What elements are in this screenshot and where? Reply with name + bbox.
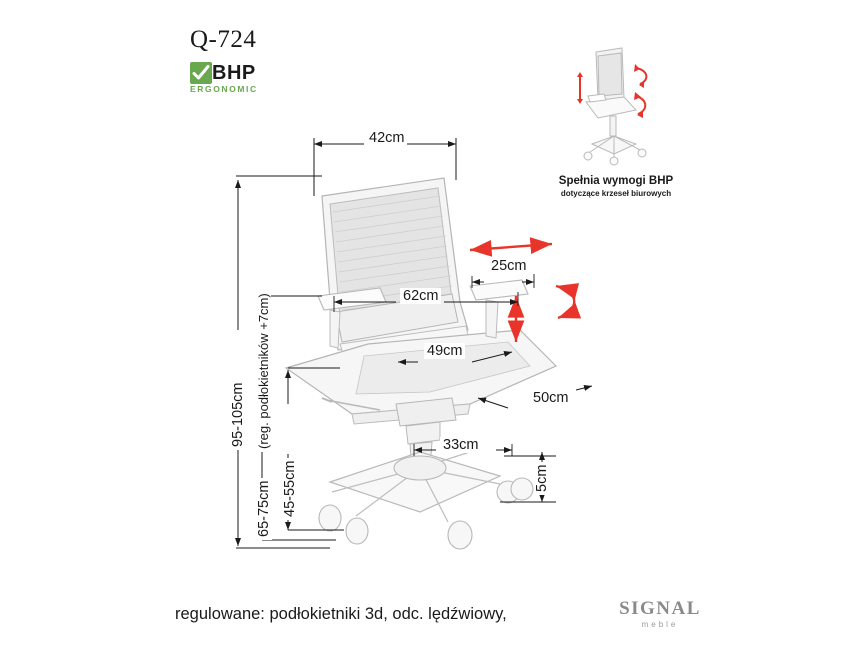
brand-logo (600, 598, 720, 634)
dimension-label-caster-height: 5cm (534, 462, 550, 495)
dimension-label-seat-depth: 49cm (424, 343, 465, 359)
dimension-label-armrest-spacing: 25cm (488, 258, 529, 274)
dimension-label-seat-height: 45-55cm (282, 458, 298, 520)
dimension-label-backrest-width: 42cm (366, 130, 407, 146)
dimension-label-overall-width: 62cm (400, 288, 441, 304)
chair-illustration (286, 178, 556, 549)
dimension-label-base-width: 33cm (440, 437, 481, 453)
brand-subtitle: meble (641, 620, 679, 629)
badge-caption-secondary: dotyczące krzeseł biurowych (560, 189, 672, 198)
brand-name: SIGNAL (619, 598, 701, 619)
dimension-label-armrest-note: (reg. podłokietników +7cm) (256, 290, 271, 452)
bhp-title: BHP (212, 62, 256, 84)
dimension-label-backrest-height: 65-75cm (256, 478, 272, 540)
bhp-subtitle: ERGONOMIC (190, 84, 258, 94)
footer-caption: regulowane: podłokietniki 3d, odc. lędźwiowy, (175, 605, 507, 623)
dimension-label-base-diagonal: 50cm (530, 390, 571, 406)
dimension-label-total-height: 95-105cm (230, 380, 246, 450)
badge-caption-primary: Spełnia wymogi BHP (558, 175, 674, 187)
product-code: Q-724 (190, 26, 257, 53)
